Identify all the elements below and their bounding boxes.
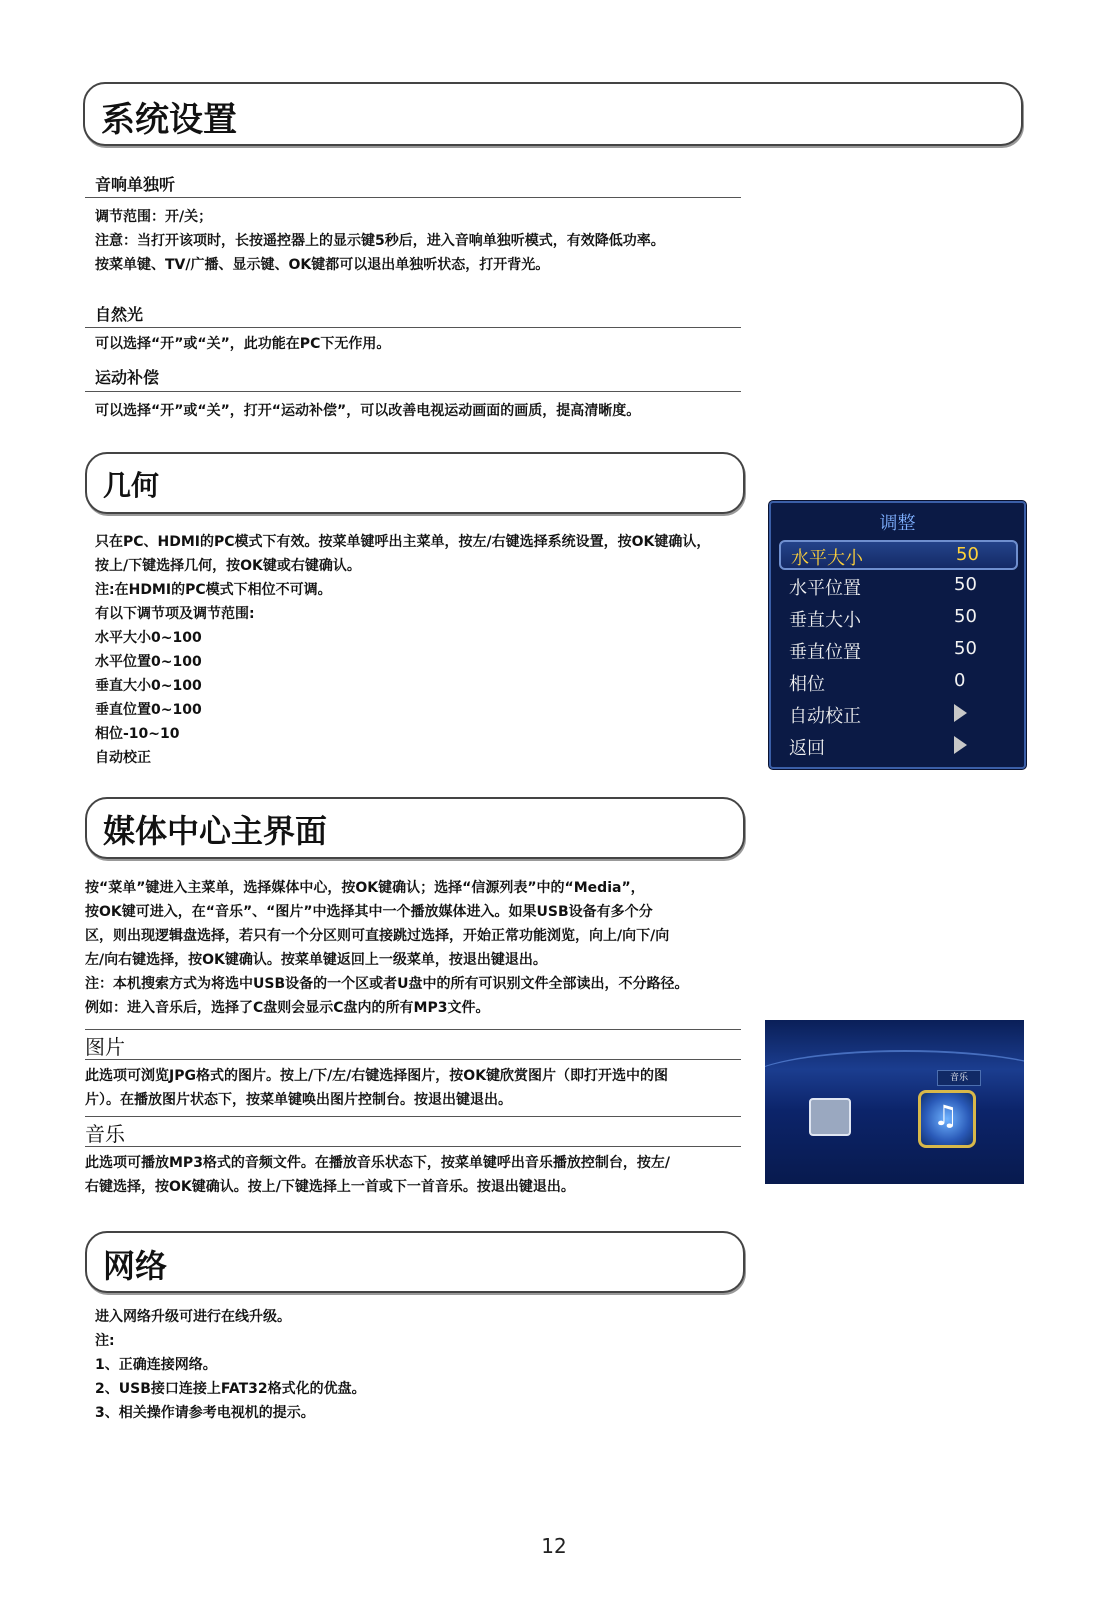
picture-icon[interactable]	[809, 1098, 851, 1136]
text-line: 相位-10~10	[95, 726, 180, 742]
menu-row-return[interactable]	[779, 732, 1014, 760]
section-title: 系统设置	[101, 100, 237, 140]
menu-row-value: 50	[954, 638, 977, 659]
text-line: 片）。在播放图片状态下，按菜单键唤出图片控制台。按退出键退出。	[85, 1092, 512, 1108]
music-icon[interactable]	[918, 1090, 976, 1148]
menu-row-label: 垂直位置	[789, 642, 861, 663]
text-line: 左/向右键选择，按OK键确认。按菜单键返回上一级菜单，按退出键退出。	[85, 952, 547, 968]
network-text	[95, 1305, 366, 1425]
section-header-geometry	[85, 452, 745, 514]
menu-row-value: 50	[956, 544, 979, 565]
text-line: 右键选择，按OK键确认。按上/下键选择上一首或下一首音乐。按退出键退出。	[85, 1179, 575, 1195]
natural-light-text	[95, 332, 390, 356]
divider	[85, 327, 741, 328]
menu-row-value: 50	[954, 574, 977, 595]
audio-solo-text	[95, 205, 665, 277]
menu-row-value: 0	[954, 670, 966, 691]
subheading-pictures: 图片	[85, 1035, 125, 1059]
divider	[85, 1059, 741, 1060]
menu-row-vertical-position[interactable]	[779, 636, 1014, 664]
geometry-text	[95, 530, 710, 770]
music-text	[85, 1151, 670, 1199]
text-line: 注：本机搜索方式为将选中USB设备的一个区或者U盘中的所有可识别文件全部读出，不分路径。	[85, 976, 689, 992]
text-line: 按上/下键选择几何，按OK键或右键确认。	[95, 558, 361, 574]
text-line: 按OK键可进入，在“音乐”、“图片”中选择其中一个播放媒体进入。如果USB设备有多个分	[85, 904, 653, 920]
menu-row-label: 返回	[789, 738, 825, 759]
text-line: 有以下调节项及调节范围:	[95, 606, 255, 622]
section-title: 几何	[103, 469, 160, 502]
menu-row-label: 自动校正	[789, 706, 861, 727]
music-caption: 音乐	[937, 1070, 981, 1086]
page-number: 12	[541, 1534, 567, 1558]
text-line: 此选项可浏览JPG格式的图片。按上/下/左/右键选择图片，按OK键欣赏图片（即打开选中的图	[85, 1068, 669, 1084]
text-line: 注:在HDMI的PC模式下相位不可调。	[95, 582, 332, 598]
text-line: 调节范围：开/关；	[95, 209, 213, 225]
text-line: 进入网络升级可进行在线升级。	[95, 1309, 291, 1325]
subheading-music: 音乐	[85, 1122, 125, 1146]
text-line: 例如：进入音乐后，选择了C盘则会显示C盘内的所有MP3文件。	[85, 1000, 490, 1016]
text-line: 按“菜单”键进入主菜单，选择媒体中心，按OK键确认；选择“信源列表”中的“Media”，	[85, 880, 645, 896]
menu-row-auto-adjust[interactable]	[779, 700, 1014, 728]
menu-title: 调整	[879, 513, 916, 534]
section-header-network	[85, 1231, 745, 1293]
section-title: 媒体中心主界面	[103, 812, 328, 850]
background-wave	[765, 1050, 1024, 1112]
text-line: 可以选择“开”或“关”，打开“运动补偿”，可以改善电视运动画面的画质，提高清晰度。	[95, 403, 641, 419]
menu-row-label: 水平大小	[791, 548, 863, 569]
menu-row-value: 50	[954, 606, 977, 627]
text-line: 按菜单键、TV/广播、显示键、OK键都可以退出单独听状态，打开背光。	[95, 257, 550, 273]
subheading-motion-compensation: 运动补偿	[95, 368, 160, 387]
subheading-audio-solo: 音响单独听	[95, 175, 176, 194]
text-line: 注:	[95, 1333, 115, 1349]
divider	[85, 197, 741, 198]
divider	[85, 1146, 741, 1147]
music-note-icon: ♫	[933, 1099, 959, 1132]
text-line: 3、相关操作请参考电视机的提示。	[95, 1405, 315, 1421]
menu-row-label: 垂直大小	[789, 610, 861, 631]
menu-row-label: 水平位置	[789, 578, 861, 599]
divider	[85, 391, 741, 392]
text-line: 注意：当打开该项时，长按遥控器上的显示键5秒后，进入音响单独听模式，有效降低功率。	[95, 233, 665, 249]
menu-row-phase[interactable]	[779, 668, 1014, 696]
arrow-right-icon	[954, 736, 967, 754]
divider	[85, 1029, 741, 1030]
menu-row-label: 相位	[789, 674, 825, 695]
section-title: 网络	[103, 1247, 168, 1285]
divider	[85, 1116, 741, 1117]
pictures-text	[85, 1064, 668, 1112]
menu-row-horizontal-size[interactable]	[779, 540, 1018, 570]
motion-text	[95, 399, 640, 423]
subheading-natural-light: 自然光	[95, 305, 144, 324]
menu-row-vertical-size[interactable]	[779, 604, 1014, 632]
tv-adjust-menu	[769, 501, 1026, 769]
text-line: 区，则出现逻辑盘选择，若只有一个分区则可直接跳过选择，开始正常功能浏览，向上/向下/向	[85, 928, 670, 944]
text-line: 此选项可播放MP3格式的音频文件。在播放音乐状态下，按菜单键呼出音乐播放控制台，按左/	[85, 1155, 671, 1171]
text-line: 可以选择“开”或“关”，此功能在PC下无作用。	[95, 336, 391, 352]
text-line: 2、USB接口连接上FAT32格式化的优盘。	[95, 1381, 366, 1397]
text-line: 水平大小0~100	[95, 630, 202, 646]
menu-row-horizontal-position[interactable]	[779, 572, 1014, 600]
text-line: 垂直位置0~100	[95, 702, 202, 718]
text-line: 只在PC、HDMI的PC模式下有效。按菜单键呼出主菜单，按左/右键选择系统设置，按OK键确认，	[95, 534, 711, 550]
section-header-system-settings	[83, 82, 1023, 146]
media-center-screenshot	[765, 1020, 1024, 1184]
section-header-media-center	[85, 797, 745, 859]
media-center-text	[85, 876, 689, 1020]
arrow-right-icon	[954, 704, 967, 722]
text-line: 1、正确连接网络。	[95, 1357, 217, 1373]
text-line: 水平位置0~100	[95, 654, 202, 670]
text-line: 自动校正	[95, 750, 151, 766]
text-line: 垂直大小0~100	[95, 678, 202, 694]
